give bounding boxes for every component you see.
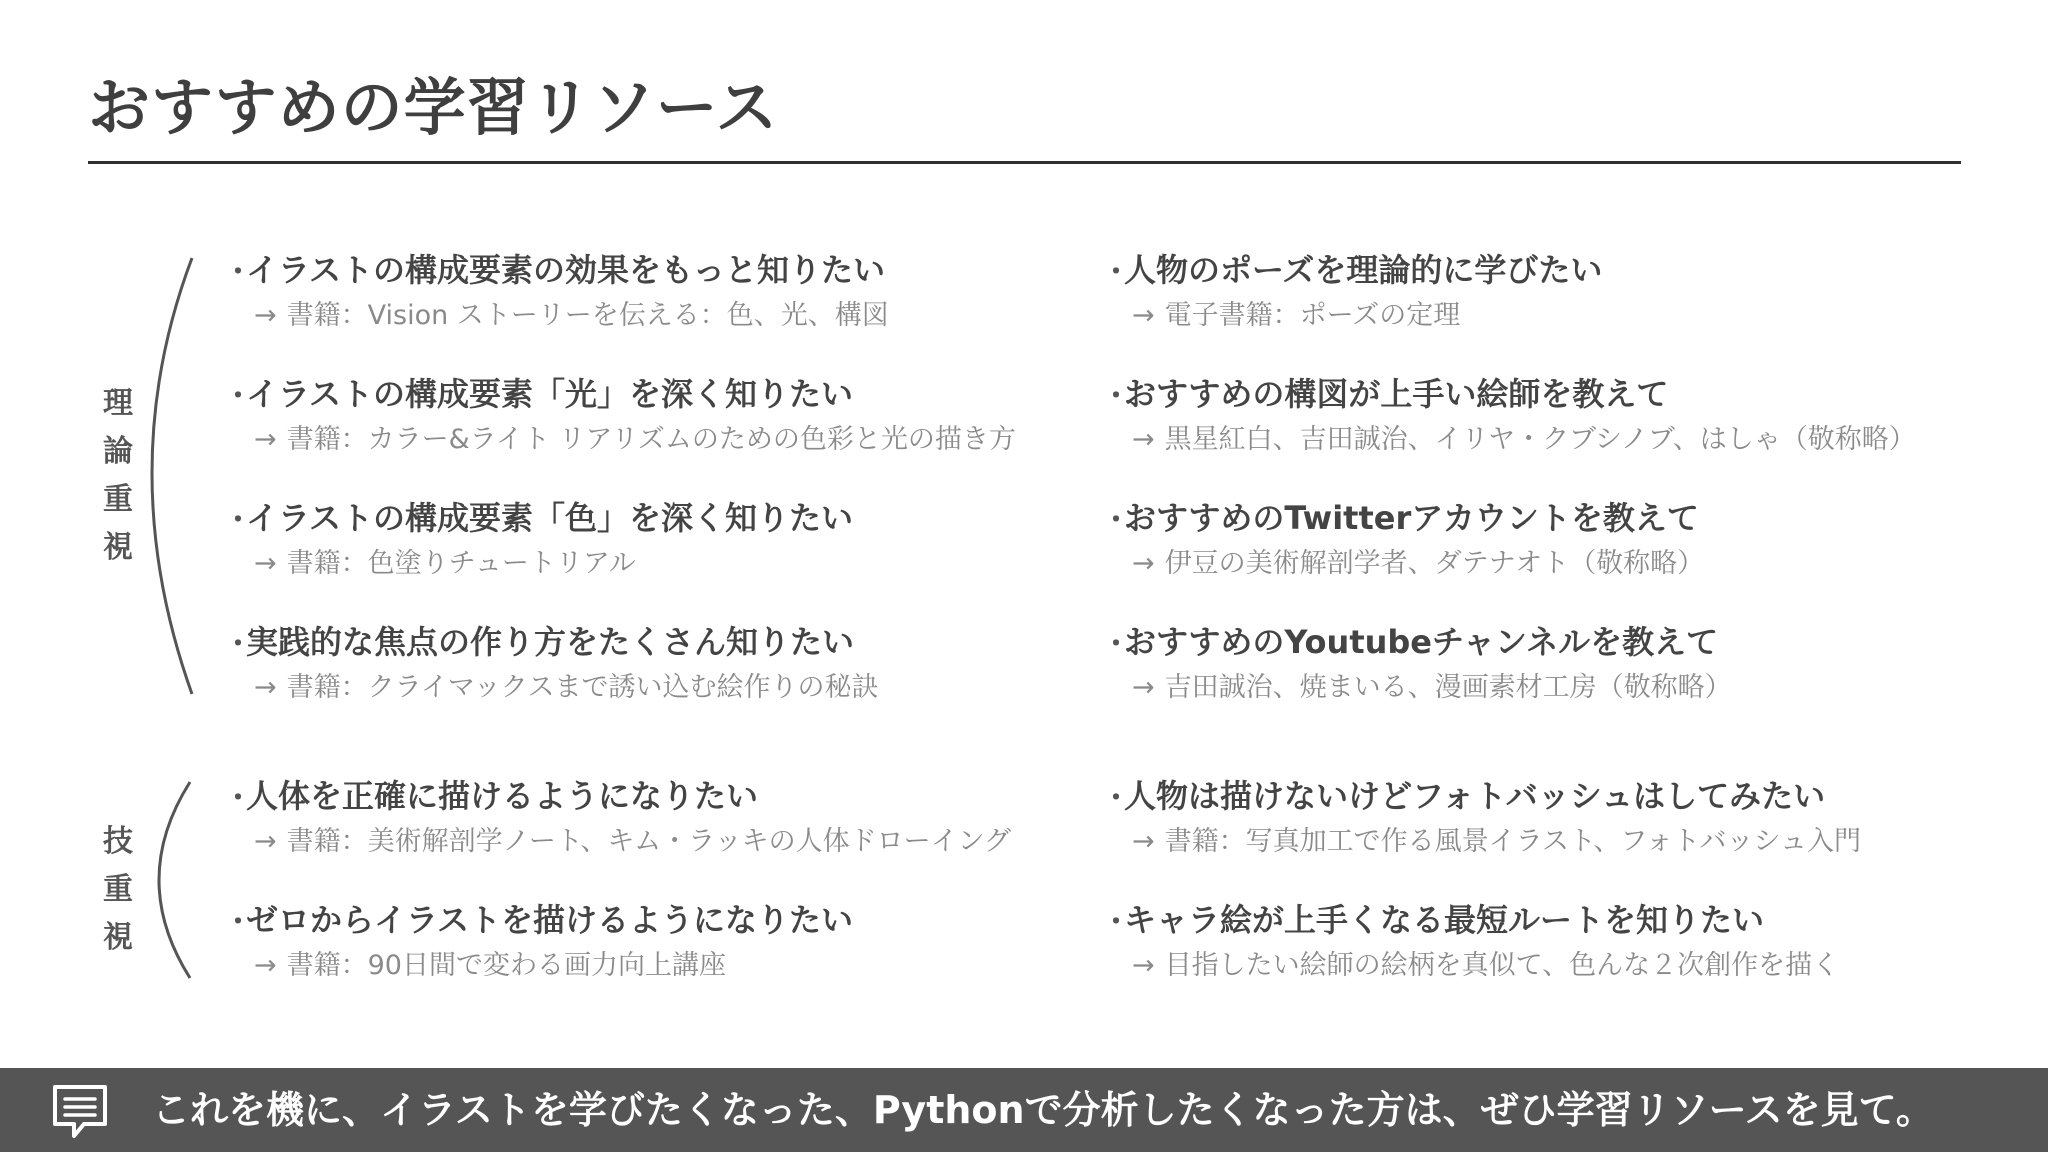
resource-question — [1102, 900, 1839, 940]
resource-item — [1102, 250, 1602, 334]
arrow-right-icon: → — [1132, 300, 1155, 331]
answer-text: 書籍：カラー&ライト リアリズムのための色彩と光の描き方 — [286, 424, 1016, 455]
technique-group-label — [88, 818, 148, 962]
resource-item — [224, 498, 853, 582]
answer-text: 黒星紅白、吉田誠治、イリヤ・クブシノブ、はしゃ（敬称略） — [1164, 424, 1916, 455]
bullet-icon: ・ — [1102, 627, 1131, 660]
bullet-icon: ・ — [1102, 503, 1131, 536]
resource-question — [224, 900, 853, 940]
answer-text: 電子書籍：ポーズの定理 — [1164, 300, 1461, 331]
resource-question — [224, 498, 853, 538]
resource-answer — [1132, 824, 1861, 860]
resource-question — [1102, 250, 1602, 290]
resource-question — [224, 776, 1011, 816]
question-text: 人物は描けないけどフォトバッシュはしてみたい — [1124, 777, 1826, 815]
question-text: 人体を正確に描けるようになりたい — [246, 777, 759, 815]
question-text: おすすめのYoutubeチャンネルを教えて — [1124, 623, 1719, 661]
bullet-icon: ・ — [224, 781, 253, 814]
resource-answer — [254, 670, 878, 706]
arrow-right-icon: → — [1132, 424, 1155, 455]
resource-item — [1102, 622, 1732, 706]
bullet-icon: ・ — [1102, 379, 1131, 412]
technique-label-char: 技 — [103, 824, 133, 859]
question-text: おすすめのTwitterアカウントを教えて — [1124, 499, 1699, 537]
arrow-right-icon: → — [254, 950, 277, 981]
arrow-right-icon: → — [1132, 672, 1155, 703]
resource-answer — [1132, 298, 1602, 334]
resource-question — [1102, 374, 1916, 414]
question-text: イラストの構成要素「色」を深く知りたい — [246, 499, 854, 537]
resource-answer — [254, 298, 889, 334]
resource-answer — [1132, 546, 1704, 582]
resource-answer — [254, 546, 853, 582]
resource-question — [1102, 498, 1704, 538]
resource-question — [224, 374, 1016, 414]
answer-text: 伊豆の美術解剖学者、ダテナオト（敬称略） — [1164, 548, 1705, 579]
arrow-right-icon: → — [254, 826, 277, 857]
resource-item — [224, 776, 1011, 860]
arrow-right-icon: → — [1132, 950, 1155, 981]
question-text: 人物のポーズを理論的に学びたい — [1124, 251, 1603, 289]
technique-label-char: 重 — [103, 872, 133, 907]
question-text: ゼロからイラストを描けるようになりたい — [246, 901, 854, 939]
resource-answer — [1132, 670, 1732, 706]
answer-text: 書籍：写真加工で作る風景イラスト、フォトバッシュ入門 — [1164, 826, 1861, 857]
resource-item — [224, 250, 889, 334]
page-title: おすすめの学習リソース — [88, 71, 779, 144]
resource-item — [224, 374, 1016, 458]
resource-item — [1102, 776, 1861, 860]
theory-label-char: 視 — [103, 530, 133, 565]
bullet-icon: ・ — [1102, 905, 1131, 938]
resource-question — [224, 622, 878, 662]
resource-item — [1102, 374, 1916, 458]
question-text: おすすめの構図が上手い絵師を教えて — [1124, 375, 1669, 413]
bullet-icon: ・ — [224, 379, 253, 412]
resource-answer — [254, 422, 1016, 458]
theory-label-char: 重 — [103, 482, 133, 517]
arrow-right-icon: → — [1132, 826, 1155, 857]
title-divider — [88, 161, 1961, 164]
resource-answer — [254, 948, 853, 984]
answer-text: 書籍：美術解剖学ノート、キム・ラッキの人体ドローイング — [286, 826, 1012, 857]
resource-answer — [1132, 948, 1839, 984]
question-text: イラストの構成要素「光」を深く知りたい — [246, 375, 854, 413]
resource-question — [224, 250, 889, 290]
theory-label-char: 論 — [103, 434, 133, 469]
footer-message: これを機に、イラストを学びたくなった、Pythonで分析したくなった方は、ぜひ学習リソースを見て。 — [152, 1088, 1934, 1132]
answer-text: 書籍：90日間で変わる画力向上講座 — [286, 950, 726, 981]
arrow-right-icon: → — [254, 424, 277, 455]
arrow-right-icon: → — [1132, 548, 1155, 579]
theory-group-label — [88, 380, 148, 572]
comment-icon — [50, 1082, 110, 1142]
question-text: キャラ絵が上手くなる最短ルートを知りたい — [1124, 901, 1765, 939]
bullet-icon: ・ — [224, 503, 253, 536]
resource-answer — [1132, 422, 1916, 458]
answer-text: 書籍：色塗りチュートリアル — [286, 548, 636, 579]
theory-bracket — [152, 258, 192, 694]
resource-item — [224, 900, 853, 984]
arrow-right-icon: → — [254, 300, 277, 331]
bullet-icon: ・ — [224, 905, 253, 938]
resource-item — [224, 622, 878, 706]
arrow-right-icon: → — [254, 548, 277, 579]
question-text: イラストの構成要素の効果をもっと知りたい — [246, 251, 886, 289]
resource-question — [1102, 622, 1732, 662]
answer-text: 書籍：Vision ストーリーを伝える：色、光、構図 — [286, 300, 889, 331]
footer-banner — [0, 1068, 2048, 1152]
resource-item — [1102, 900, 1839, 984]
bullet-icon: ・ — [224, 627, 253, 660]
theory-label-char: 理 — [103, 386, 133, 421]
answer-text: 書籍：クライマックスまで誘い込む絵作りの秘訣 — [286, 672, 879, 703]
resource-answer — [254, 824, 1011, 860]
answer-text: 目指したい絵師の絵柄を真似て、色んな２次創作を描く — [1164, 950, 1840, 981]
bullet-icon: ・ — [224, 255, 253, 288]
answer-text: 吉田誠治、焼まいる、漫画素材工房（敬称略） — [1164, 672, 1732, 703]
bullet-icon: ・ — [1102, 255, 1131, 288]
question-text: 実践的な焦点の作り方をたくさん知りたい — [246, 623, 855, 661]
resource-question — [1102, 776, 1861, 816]
bullet-icon: ・ — [1102, 781, 1131, 814]
technique-bracket — [159, 782, 190, 978]
resource-item — [1102, 498, 1704, 582]
arrow-right-icon: → — [254, 672, 277, 703]
technique-label-char: 視 — [103, 920, 133, 955]
